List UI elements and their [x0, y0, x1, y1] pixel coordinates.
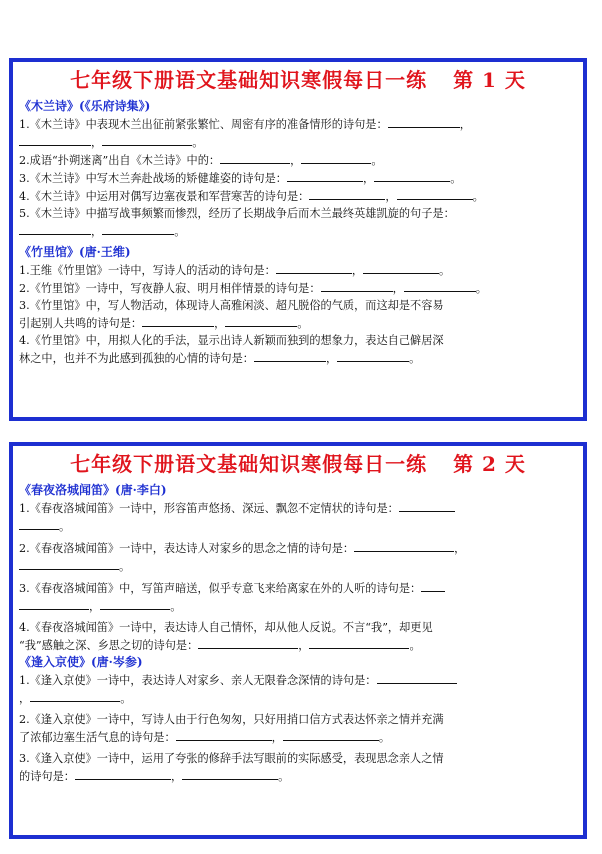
question-line: 3.《春夜洛城闻笛》中，写笛声暗送，似乎专意飞来给离家在外的人听的诗句是：: [19, 579, 577, 597]
question-line: 2.《竹里馆》一诗中，写夜静人寂、明月相伴情景的诗句是： ， 。: [19, 279, 577, 297]
question-line: 。: [19, 557, 577, 575]
answer-blank[interactable]: [377, 671, 457, 684]
answer-blank[interactable]: [301, 151, 371, 164]
question-line: 4.《春夜洛城闻笛》一诗中，表达诗人自己情怀，却从他人反说。不言“我”，却更见: [19, 621, 433, 634]
answer-blank[interactable]: [354, 539, 454, 552]
answer-blank[interactable]: [19, 557, 119, 570]
answer-blank[interactable]: [321, 279, 393, 292]
answer-blank[interactable]: [404, 279, 476, 292]
question-line: ， 。: [19, 597, 577, 615]
question-line: 了浓郁边塞生活气息的诗句是： ， 。: [19, 728, 577, 746]
answer-blank[interactable]: [30, 689, 120, 702]
question-line: 3.《竹里馆》中，写人物活动，体现诗人高雅闲淡、超凡脱俗的气质，而这却是不容易: [19, 299, 444, 312]
question-line: “我”感触之深、乡思之切的诗句是： ， 。: [19, 636, 577, 654]
answer-blank[interactable]: [19, 133, 91, 146]
question-line: 2.成语“扑朔迷离”出自《木兰诗》中的： ， 。: [19, 151, 577, 169]
answer-blank[interactable]: [309, 187, 385, 200]
worksheet-day-2: [9, 442, 587, 839]
question-line: 5.《木兰诗》中描写战事频繁而惨烈，经历了长期战争后而木兰最终英雄凯旋的句子是：: [19, 207, 455, 220]
section-heading: 《木兰诗》(《乐府诗集》): [19, 99, 151, 113]
answer-blank[interactable]: [102, 222, 174, 235]
answer-blank[interactable]: [374, 169, 450, 182]
answer-blank[interactable]: [142, 314, 214, 327]
answer-blank[interactable]: [397, 187, 473, 200]
question-line: 3.《木兰诗》中写木兰奔赴战场的矫健雄姿的诗句是： ， 。: [19, 169, 577, 187]
day-label: 第 1 天: [453, 68, 526, 92]
question-line: 4.《竹里馆》中，用拟人化的手法，显示出诗人新颖而独到的想象力，表达自己僻居深: [19, 334, 444, 347]
question-line: 1.《春夜洛城闻笛》一诗中，形容笛声悠扬、深远、飘忽不定情状的诗句是：: [19, 499, 577, 517]
question-line: 1.《木兰诗》中表现木兰出征前紧张繁忙、周密有序的准备情形的诗句是： ，: [19, 115, 577, 133]
answer-blank[interactable]: [100, 597, 170, 610]
answer-blank[interactable]: [19, 222, 91, 235]
title-text: 七年级下册语文基础知识寒假每日一练: [70, 452, 428, 476]
question-line: 2.《春夜洛城闻笛》一诗中，表达诗人对家乡的思念之情的诗句是： ，: [19, 539, 577, 557]
answer-blank[interactable]: [176, 728, 272, 741]
answer-blank[interactable]: [287, 169, 363, 182]
section-heading: 《逢入京使》(唐·岑参): [19, 655, 143, 669]
answer-blank[interactable]: [102, 133, 192, 146]
question-line: 1.《逢入京使》一诗中，表达诗人对家乡、亲人无限眷念深情的诗句是：: [19, 671, 577, 689]
answer-blank[interactable]: [388, 115, 460, 128]
answer-blank[interactable]: [220, 151, 290, 164]
question-line: 3.《逢入京使》一诗中，运用了夸张的修辞手法写眼前的实际感受，表现思念亲人之情: [19, 752, 444, 765]
question-line: 引起别人共鸣的诗句是： ， 。: [19, 314, 577, 332]
question-line: ， 。: [19, 222, 577, 240]
answer-blank[interactable]: [75, 767, 171, 780]
answer-blank[interactable]: [283, 728, 379, 741]
answer-blank[interactable]: [363, 261, 439, 274]
question-line: ， 。: [19, 689, 577, 707]
section-heading: 《竹里馆》(唐·王维): [19, 245, 131, 259]
question-line: ， 。: [19, 133, 577, 151]
worksheet-title: [19, 62, 577, 98]
question-line: 2.《逢入京使》一诗中，写诗人由于行色匆匆，只好用捎口信方式表达怀亲之情并充满: [19, 713, 444, 726]
title-text: 七年级下册语文基础知识寒假每日一练: [70, 68, 428, 92]
section-heading: 《春夜洛城闻笛》(唐·李白): [19, 483, 167, 497]
question-line: 。: [19, 517, 577, 535]
worksheet-day-1: [9, 58, 587, 421]
answer-blank[interactable]: [198, 636, 298, 649]
answer-blank[interactable]: [225, 314, 297, 327]
answer-blank[interactable]: [19, 597, 89, 610]
question-line: 的诗句是： ， 。: [19, 767, 577, 785]
answer-blank[interactable]: [254, 349, 326, 362]
answer-blank[interactable]: [309, 636, 409, 649]
question-line: 林之中，也并不为此感到孤独的心情的诗句是： ， 。: [19, 349, 577, 367]
answer-blank[interactable]: [276, 261, 352, 274]
question-line: 4.《木兰诗》中运用对偶写边塞夜景和军营寒苦的诗句是： ， 。: [19, 187, 577, 205]
worksheet-title: [19, 446, 577, 482]
question-line: 1.王维《竹里馆》一诗中，写诗人的活动的诗句是： ， 。: [19, 261, 577, 279]
day-label: 第 2 天: [453, 452, 526, 476]
answer-blank[interactable]: [182, 767, 278, 780]
answer-blank[interactable]: [399, 499, 455, 512]
answer-blank[interactable]: [337, 349, 409, 362]
answer-blank[interactable]: [19, 517, 59, 530]
answer-blank[interactable]: [421, 579, 445, 592]
